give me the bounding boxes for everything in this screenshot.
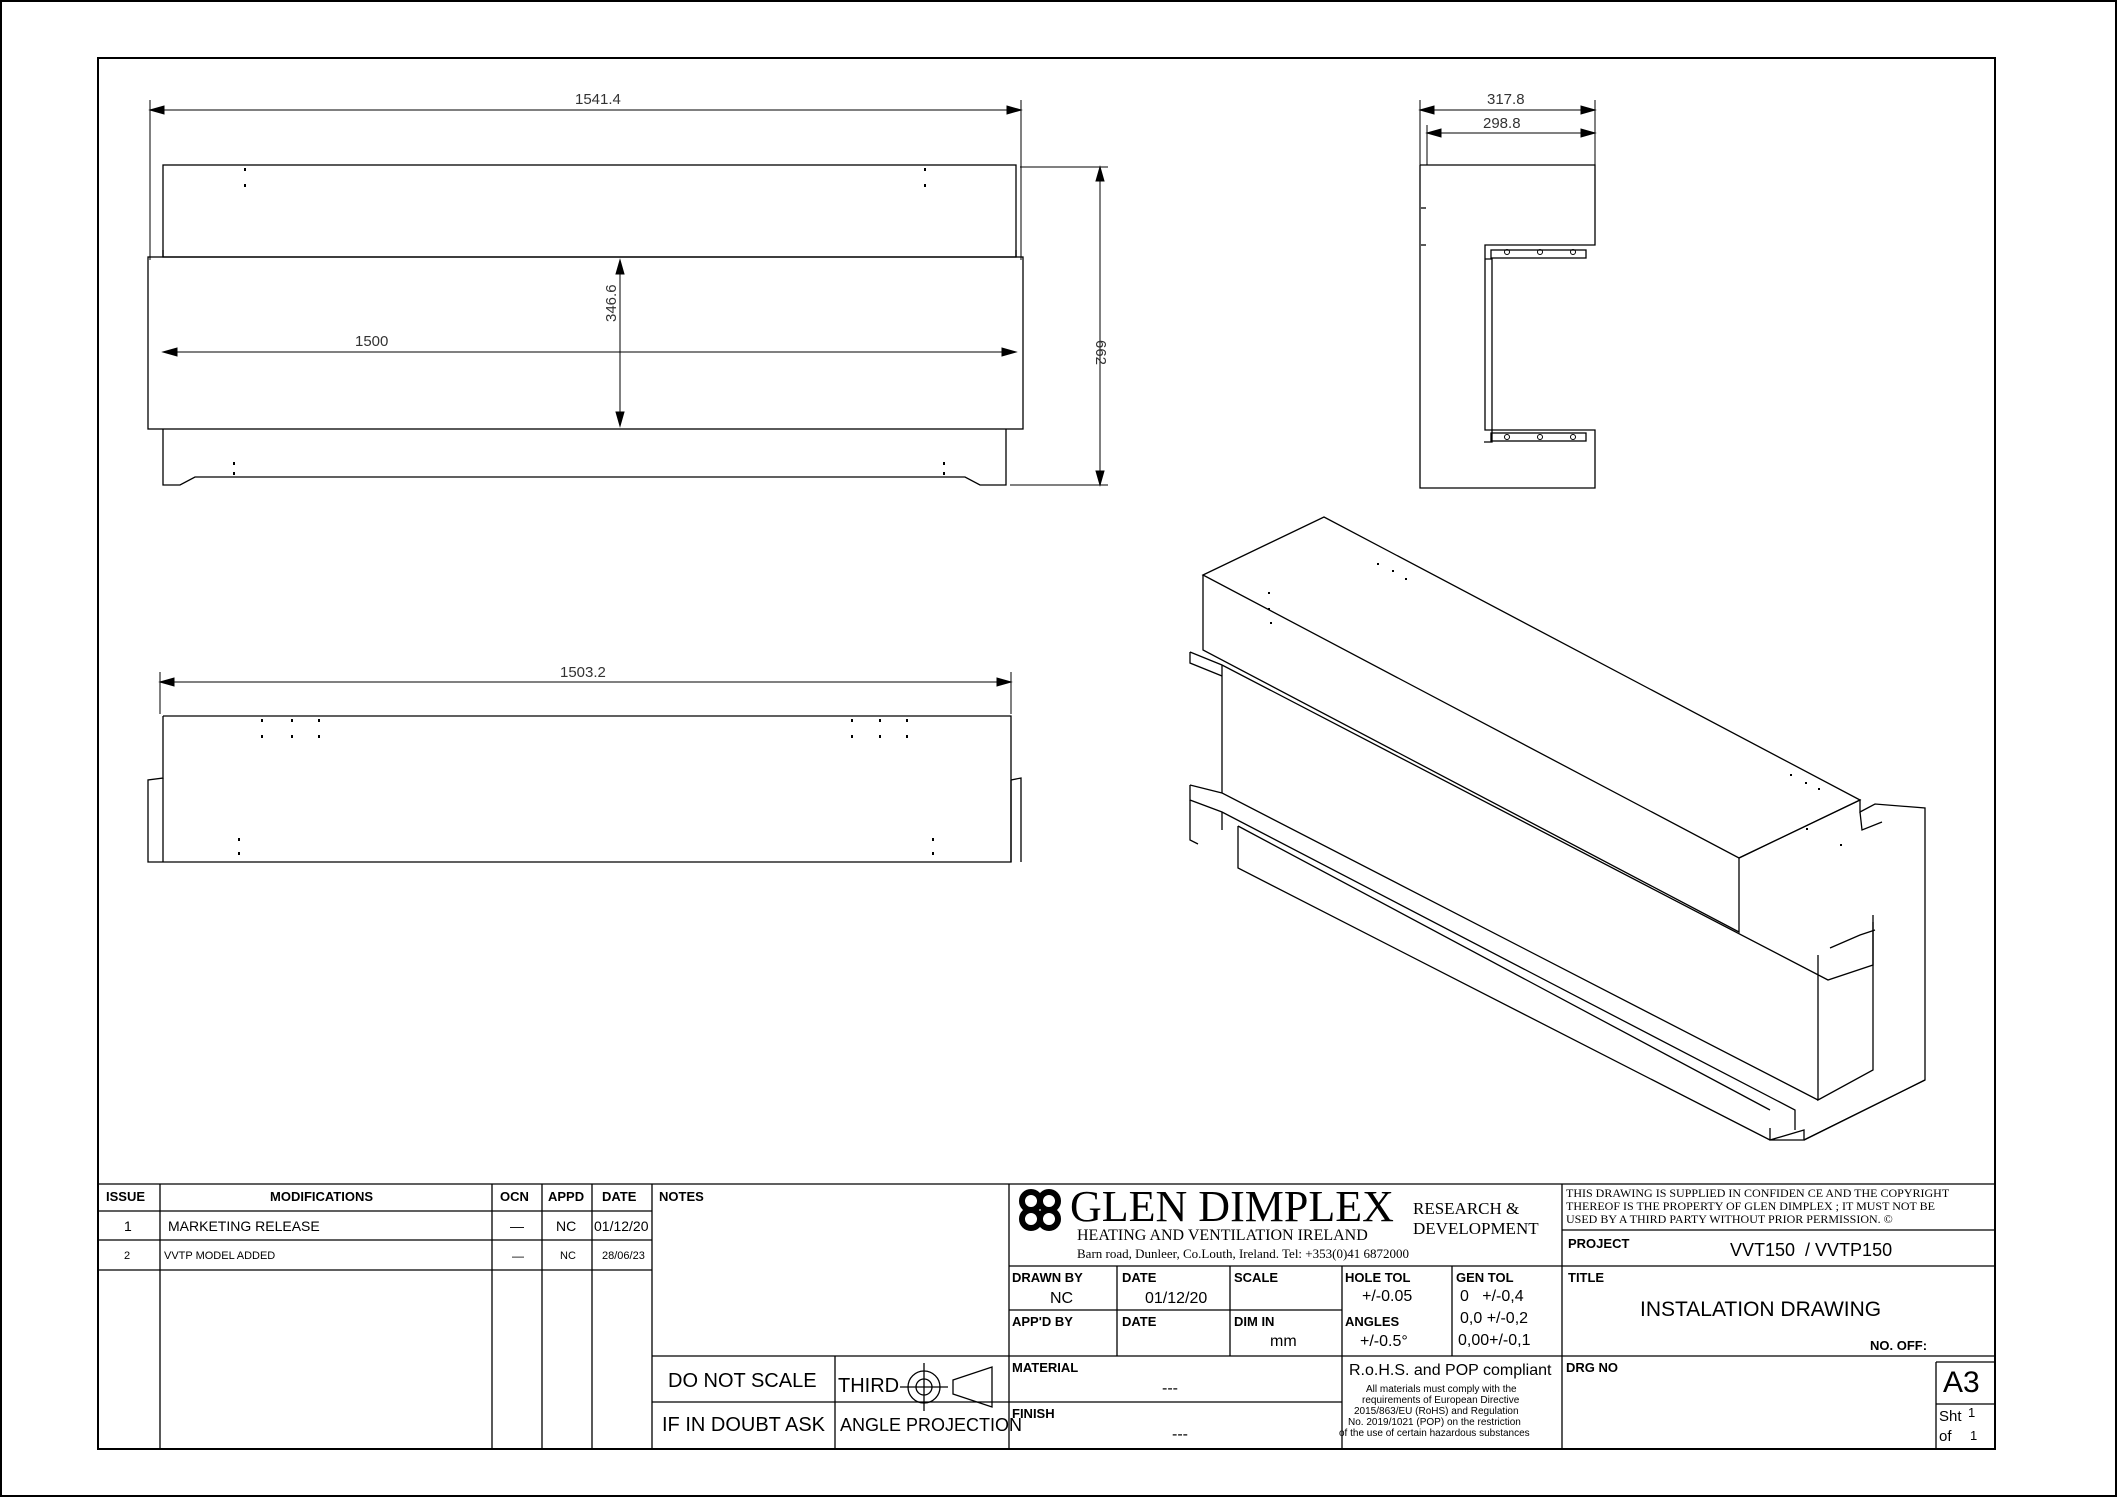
dim-bottom-width: 1503.2 (560, 664, 606, 681)
rev-header-date: DATE (602, 1189, 637, 1204)
scale-label: SCALE (1234, 1270, 1279, 1285)
if-in-doubt-ask: IF IN DOUBT ASK (662, 1414, 825, 1436)
isometric-holes (1268, 563, 1842, 846)
company-rd-line1: RESEARCH & (1413, 1199, 1520, 1218)
rohs-text-4: No. 2019/1021 (POP) on the restriction (1348, 1417, 1521, 1428)
rev-row-1-ocn: — (510, 1218, 524, 1234)
front-view (148, 165, 1023, 485)
dim-overall-height: 662 (1092, 340, 1109, 366)
rohs-text-3: 2015/863/EU (RoHS) and Regulation (1354, 1406, 1519, 1417)
gen-tol-line2: 0,0 +/-0,2 (1460, 1310, 1529, 1327)
date2-label: DATE (1122, 1314, 1157, 1329)
drg-no-label: DRG NO (1566, 1360, 1618, 1375)
front-view-dims (150, 100, 1108, 485)
company-rd-line2: DEVELOPMENT (1413, 1219, 1539, 1238)
drawn-by-value: NC (1050, 1290, 1074, 1307)
angles-value: +/-0.5° (1360, 1333, 1408, 1350)
projection-word: THIRD (838, 1375, 900, 1397)
no-off-label: NO. OFF: (1870, 1338, 1928, 1353)
hole-tol-label: HOLE TOL (1345, 1270, 1411, 1285)
bottom-view (148, 716, 1021, 862)
confidential-line1: THIS DRAWING IS SUPPLIED IN CONFIDEN CE AND THE COPYRIGHT (1566, 1186, 1950, 1200)
hole-tol-value: +/-0.05 (1362, 1288, 1413, 1305)
notes-header: NOTES (659, 1189, 704, 1204)
rev-row-2-modification: VVTP MODEL ADDED (164, 1250, 276, 1262)
rev-row-1-date: 01/12/20 (594, 1218, 649, 1234)
title-value: INSTALATION DRAWING (1640, 1298, 1882, 1321)
dim-inner-width: 1500 (355, 333, 389, 350)
dim-in-value: mm (1270, 1333, 1297, 1350)
sheet-size: A3 (1943, 1366, 1980, 1399)
dim-in-label: DIM IN (1234, 1314, 1275, 1329)
dim-inner-depth: 298.8 (1483, 115, 1521, 132)
gen-tol-line3: 0,00+/-0,1 (1458, 1332, 1531, 1349)
material-value: --- (1162, 1380, 1178, 1397)
rev-row-1-issue: 1 (124, 1218, 132, 1234)
sht-value: 1 (1968, 1405, 1976, 1420)
material-label: MATERIAL (1012, 1360, 1079, 1375)
gen-tol-line1: 0 +/-0,4 (1460, 1288, 1524, 1305)
rev-row-1-appd: NC (556, 1218, 577, 1234)
do-not-scale: DO NOT SCALE (668, 1370, 817, 1392)
of-value: 1 (1970, 1428, 1978, 1443)
drawn-by-label: DRAWN BY (1012, 1270, 1083, 1285)
rev-row-2-issue: 2 (124, 1250, 131, 1262)
confidential-line2: THEREOF IS THE PROPERTY OF GLEN DIMPLEX ; IT MUST NOT BE (1566, 1199, 1935, 1213)
rev-header-ocn: OCN (500, 1189, 529, 1204)
glen-dimplex-logo (1022, 1192, 1058, 1228)
sht-label: Sht (1939, 1408, 1962, 1425)
of-label: of (1939, 1428, 1952, 1445)
rev-header-issue: ISSUE (106, 1189, 146, 1204)
bottom-view-holes (238, 719, 934, 855)
rohs-text-5: of the use of certain hazardous substances (1339, 1428, 1530, 1439)
side-view-holes (1505, 250, 1576, 440)
projection-label: ANGLE PROJECTION (840, 1415, 1023, 1435)
rev-header-appd: APPD (548, 1189, 585, 1204)
company-address: Barn road, Dunleer, Co.Louth, Ireland. Tel: +353(0)41 6872000 (1077, 1246, 1410, 1261)
title-label: TITLE (1568, 1270, 1605, 1285)
project-value: VVT150 / VVTP150 (1730, 1240, 1893, 1260)
date-label: DATE (1122, 1270, 1157, 1285)
confidential-line3: USED BY A THIRD PARTY WITHOUT PRIOR PERMISSION. © (1566, 1212, 1893, 1226)
rev-row-2-ocn: — (512, 1249, 524, 1263)
rohs-title: R.o.H.S. and POP compliant (1349, 1362, 1552, 1379)
finish-value: --- (1172, 1426, 1188, 1443)
dim-inner-height: 346.6 (603, 284, 620, 322)
rev-header-modifications: MODIFICATIONS (270, 1189, 374, 1204)
company-division: HEATING AND VENTILATION IRELAND (1077, 1227, 1368, 1244)
finish-label: FINISH (1012, 1406, 1055, 1421)
rev-row-2-date: 28/06/23 (602, 1250, 645, 1262)
dim-overall-width: 1541.4 (575, 91, 621, 108)
date-value: 01/12/20 (1145, 1290, 1208, 1307)
side-view-dims (1420, 100, 1595, 165)
projection-symbol (900, 1363, 992, 1411)
gen-tol-label: GEN TOL (1456, 1270, 1514, 1285)
company-name: GLEN DIMPLEX (1070, 1182, 1394, 1231)
rohs-text-2: requirements of European Directive (1362, 1395, 1520, 1406)
dim-outer-depth: 317.8 (1487, 91, 1525, 108)
rohs-text-1: All materials must comply with the (1366, 1384, 1517, 1395)
appd-by-label: APP'D BY (1012, 1314, 1073, 1329)
isometric-view (1190, 517, 1925, 1140)
project-label: PROJECT (1568, 1236, 1630, 1251)
angles-label: ANGLES (1345, 1314, 1400, 1329)
rev-row-2-appd: NC (560, 1250, 576, 1262)
rev-row-1-modification: MARKETING RELEASE (168, 1218, 320, 1234)
